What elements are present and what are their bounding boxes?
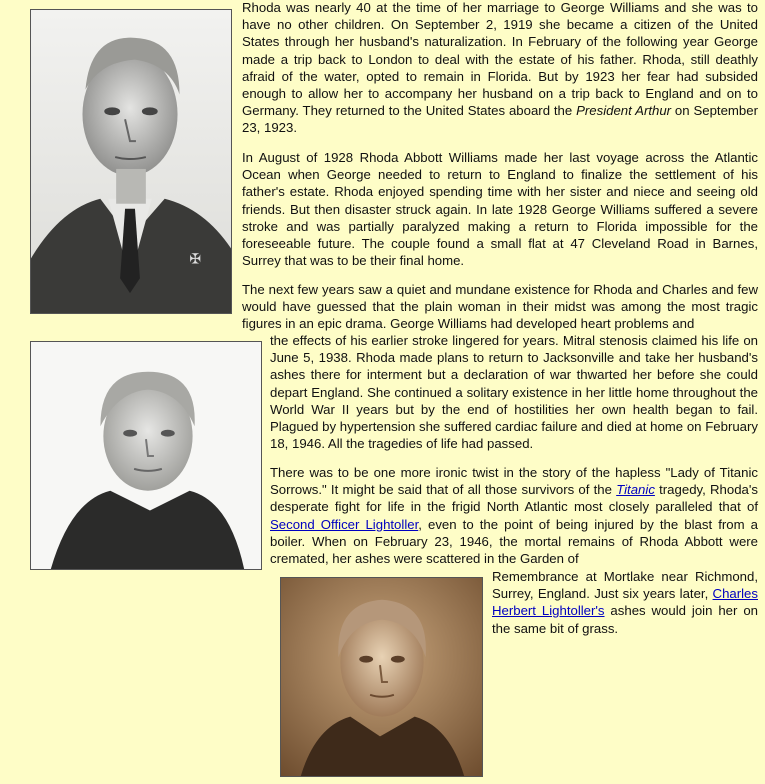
para1-end: on September 23, 1923. <box>242 103 758 136</box>
paragraph-ironic-twist <box>270 464 758 567</box>
svg-text:✠: ✠ <box>189 250 202 267</box>
charles-lightoller-link[interactable]: Charles Herbert Lightoller's <box>492 586 758 619</box>
para4-t4: Remembrance at Mortlake near Richmond, Surrey, England. Just six years later, <box>492 569 758 602</box>
paragraph-last-voyage: In August of 1928 Rhoda Abbott Williams made her last voyage across the Atlantic Ocean when George needed to return to England to finalize the settlement of his father's estate. Rhoda enjoyed spending time with her sister and niece and seeing old friends. But then disaster struck again. In late 1928 George Williams suffered a severe stroke and was partially paralyzed making a return to Florida impossible for the foreseeable future. The couple found a small flat at 47 Cleveland Road in Barnes, Surrey that was to be their final home. <box>242 150 758 269</box>
para4-t1: There was to be one more ironic twist in the story of the hapless "Lady of Titanic Sorrows." It might be said that of all those survivors of the <box>270 465 758 498</box>
titanic-link[interactable]: Titanic <box>616 482 655 498</box>
para4-t3: , even to the point of being injured by the blast from a boiler. When on February 23, 1946, the mortal remains of Rhoda Abbott were cremated, her ashes were scattered in the Garden of <box>270 516 758 567</box>
para4-t5: ashes would join her on the same bit of grass. <box>492 603 758 636</box>
paragraph-marriage <box>242 0 758 137</box>
paragraph-ironic-twist-cont <box>492 568 758 637</box>
portrait-image <box>31 10 231 313</box>
para4-t2: tragedy, Rhoda's desperate fight for life in the frigid North Atlantic most closely paralleled that of <box>270 482 758 515</box>
paragraph-quiet-years: The next few years saw a quiet and mundane existence for Rhoda and Charles and few would have guessed that the plain woman in their midst was among the most tragic figures in an epic drama. George Williams had developed heart problems and <box>242 282 758 332</box>
george-williams-photo <box>30 9 232 314</box>
para1-text: Rhoda was nearly 40 at the time of her marriage to George Williams and she was to have no other children. On September 2, 1919 she became a citizen of the United States through her husband's naturalization. In February of the following year George made a trip back to London to deal with the estate of his father. Rhoda, still deathly afraid of the water, opted to remain in Florida. But by 1923 her fear had subsided enough to allow her to accompany her husband on a trip back to England and on to Germany. They returned to the United States aboard the <box>242 0 758 119</box>
lightoller-link[interactable]: Second Officer Lightoller <box>270 516 419 532</box>
ship-name: President Arthur <box>576 103 672 119</box>
rhoda-abbott-elderly-photo <box>280 577 483 777</box>
paragraph-quiet-years-cont: the effects of his earlier stroke lingered for years. Mitral stenosis claimed his life on June 5, 1938. Rhoda made plans to return to Jacksonville and take her husband's ashes there for interment but a declaration of war thwarted her before she could depart England. She continued a solitary existence in her little home throughout the World War II years but by the end of hostilities her own health began to fail. Plagued by hypertension she suffered cardiac failure and died at home on February 18, 1946. All the tragedies of life had passed. <box>270 333 758 452</box>
portrait-image <box>281 578 482 776</box>
rhoda-abbott-portrait-photo <box>30 341 262 570</box>
portrait-image <box>31 342 261 569</box>
